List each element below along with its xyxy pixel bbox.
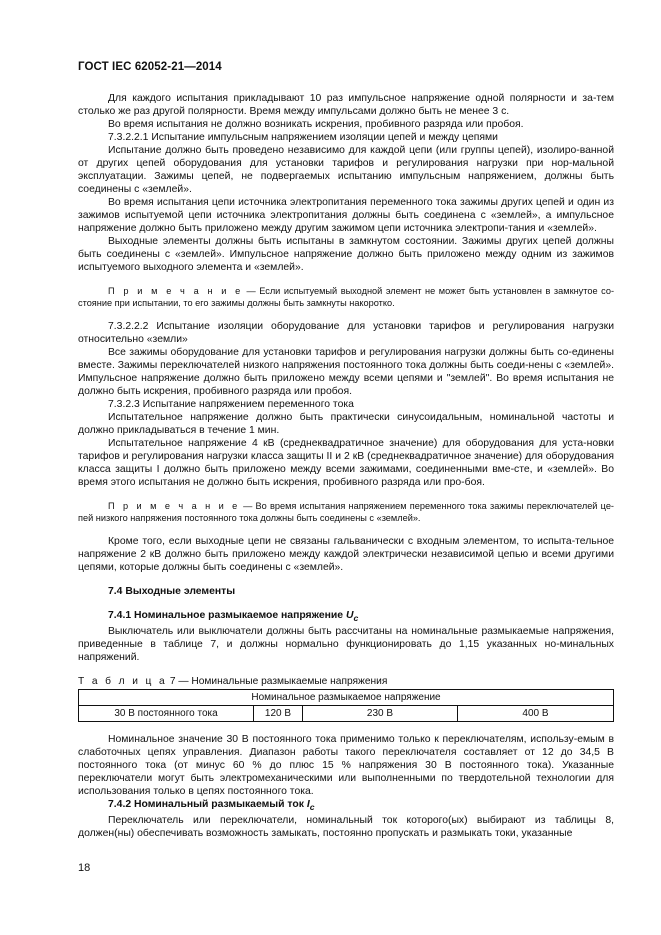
paragraph: Переключатель или переключатели, номинальный ток которого(ых) выбирают из таблицы 8, должен(ны) обеспечивать возможность замыкать, постоянно пропускать и размыкать токи, указанные [78,815,614,840]
note-text: — Если испытуемый выходной элемент не может быть установлен в замкнутое со-стояние при испытании, то его зажимы должны быть замкнуты накоротко. [78,286,614,308]
table-cell: 230 В [303,706,458,722]
section-heading-7-4-1: 7.4.1 Номинальное размыкаемое напряжение $U_c$ [108,610,359,624]
note-label: П р и м е ч а н и е [108,286,243,296]
symbol-u: U [345,610,354,621]
note-label: П р и м е ч а н и е [108,501,240,511]
section-heading: 7.3.2.2.1 Испытание импульсным напряжением изоляции цепей и между цепями [108,132,498,143]
note [78,285,614,309]
symbol-i: I [306,799,310,811]
symbol-sub: c [353,613,359,624]
section-heading-7-4-2: 7.4.2 Номинальный размыкаемый ток $I_c$ [108,799,315,813]
symbol-sub: c [309,802,315,813]
paragraph: Кроме того, если выходные цепи не связаны гальванически с входным элементом, то испыта-тельное напряжение 2 кВ должно быть приложено между каждой электрически независимой цепью и всеми другими цепями, которые должны быть соединены с «землей». [78,536,614,573]
voltage-table [78,689,614,722]
table-cell: 30 В постоянного тока [79,706,254,722]
table-caption [78,675,614,688]
paragraph: Испытательное напряжение должно быть практически синусоидальным, номинальной частоты и должно прикладываться в течение 1 мин. [78,412,614,436]
table-cell: 400 В [458,706,614,722]
table-header-cell: Номинальное размыкаемое напряжение [79,690,614,706]
note-text: — Во время испытания напряжением переменного тока зажимы переключателей це-пей низкого напряжения постоянного тока должны быть соединены с «землей». [78,501,614,523]
table-caption-label: Т а б л и ц а [78,676,168,688]
document-body [78,84,614,840]
paragraph: Для каждого испытания прикладывают 10 раз импульсное напряжение одной полярности и за-тем столько же раз другой полярности. Время между импульсами должно быть не менее 3 с. [78,93,614,117]
table-caption-text: 7 — Номинальные размыкаемые напряжения [167,676,388,688]
paragraph: Выключатель или выключатели должны быть рассчитаны на номинальные размыкаемые напряжения, приведенные в таблице 7, и должны нормально функционировать до 1,15 указанных но-минальных напряжений. [78,626,614,664]
note [78,500,614,524]
paragraph: Во время испытания цепи источника электропитания переменного тока зажимы других цепей и один из зажимов испытуемой цепи источника электропитания должны быть соединена с «землей», а импульсное напряжение должно быть приложено между другим зажимом цепи источника электропи-тания и «землей». [78,197,614,234]
paragraph: Все зажимы оборудование для установки тарифов и регулирования нагрузки должны быть со-единены вместе. Зажимы переключателей низкого напряжения постоянного тока должны быть соеди-нены с «землей». Импульсное напряжение должно быть приложено между всеми цепями и "землей". Во время испытания не должно быть искрения, пробивного разряда или пробоя. [78,347,614,397]
paragraph: Испытание должно быть проведено независимо для каждой цепи (или группы цепей), изолиро-ванной от других цепей оборудования для установки тарифов и регулирования нагрузки при нор-мальной эксплуатации. Зажимы цепей, не подвергаемых испытанию импульсным напряжением, должны быть соединены с «землей». [78,145,614,195]
section-heading: 7.3.2.3 Испытание напряжением переменного тока [108,399,354,410]
page-number: 18 [78,862,91,874]
paragraph: Номинальное значение 30 В постоянного тока применимо только к переключателям, использу-емым в слаботочных цепях управления. Диапазон работы такого переключателя составляет от 12 до 34,5 В постоянного тока (от минус 60 % до плюс 15 % напряжения 30 В постоянного тока). Указанные переключатели могут быть электромеханическими или выполненными по твердотельной технологии для использования только в цепях постоянного тока. [78,734,614,798]
paragraph: Испытательное напряжение 4 кВ (среднеквадратичное значение) для оборудования для уста-новки тарифов и регулирования нагрузки класса защиты II и 2 кВ (среднеквадратичное значение) для оборудования класса защиты I должно быть приложено между всеми зажимами, соединенными вме-сте, и «землей». Во время этого испытания не должно быть искрения, пробивного разряда или про-боя. [78,438,614,488]
paragraph: Выходные элементы должны быть испытаны в замкнутом состоянии. Зажимы других цепей должны быть соединены с «землей». Импульсное напряжение должно быть приложено между одним из зажимов испытуемого выходного элемента и «землей». [78,236,614,273]
document-header: ГОСТ IEC 62052-21—2014 [78,61,222,73]
paragraph: Во время испытания не должно возникать искрения, пробивного разряда или пробоя. [108,119,524,130]
section-heading: 7.3.2.2.2 Испытание изоляции оборудование для установки тарифов и регулирования нагрузки относительно «земли» [78,321,614,345]
section-heading-7-4: 7.4 Выходные элементы [108,586,236,597]
table-cell: 120 В [254,706,303,722]
